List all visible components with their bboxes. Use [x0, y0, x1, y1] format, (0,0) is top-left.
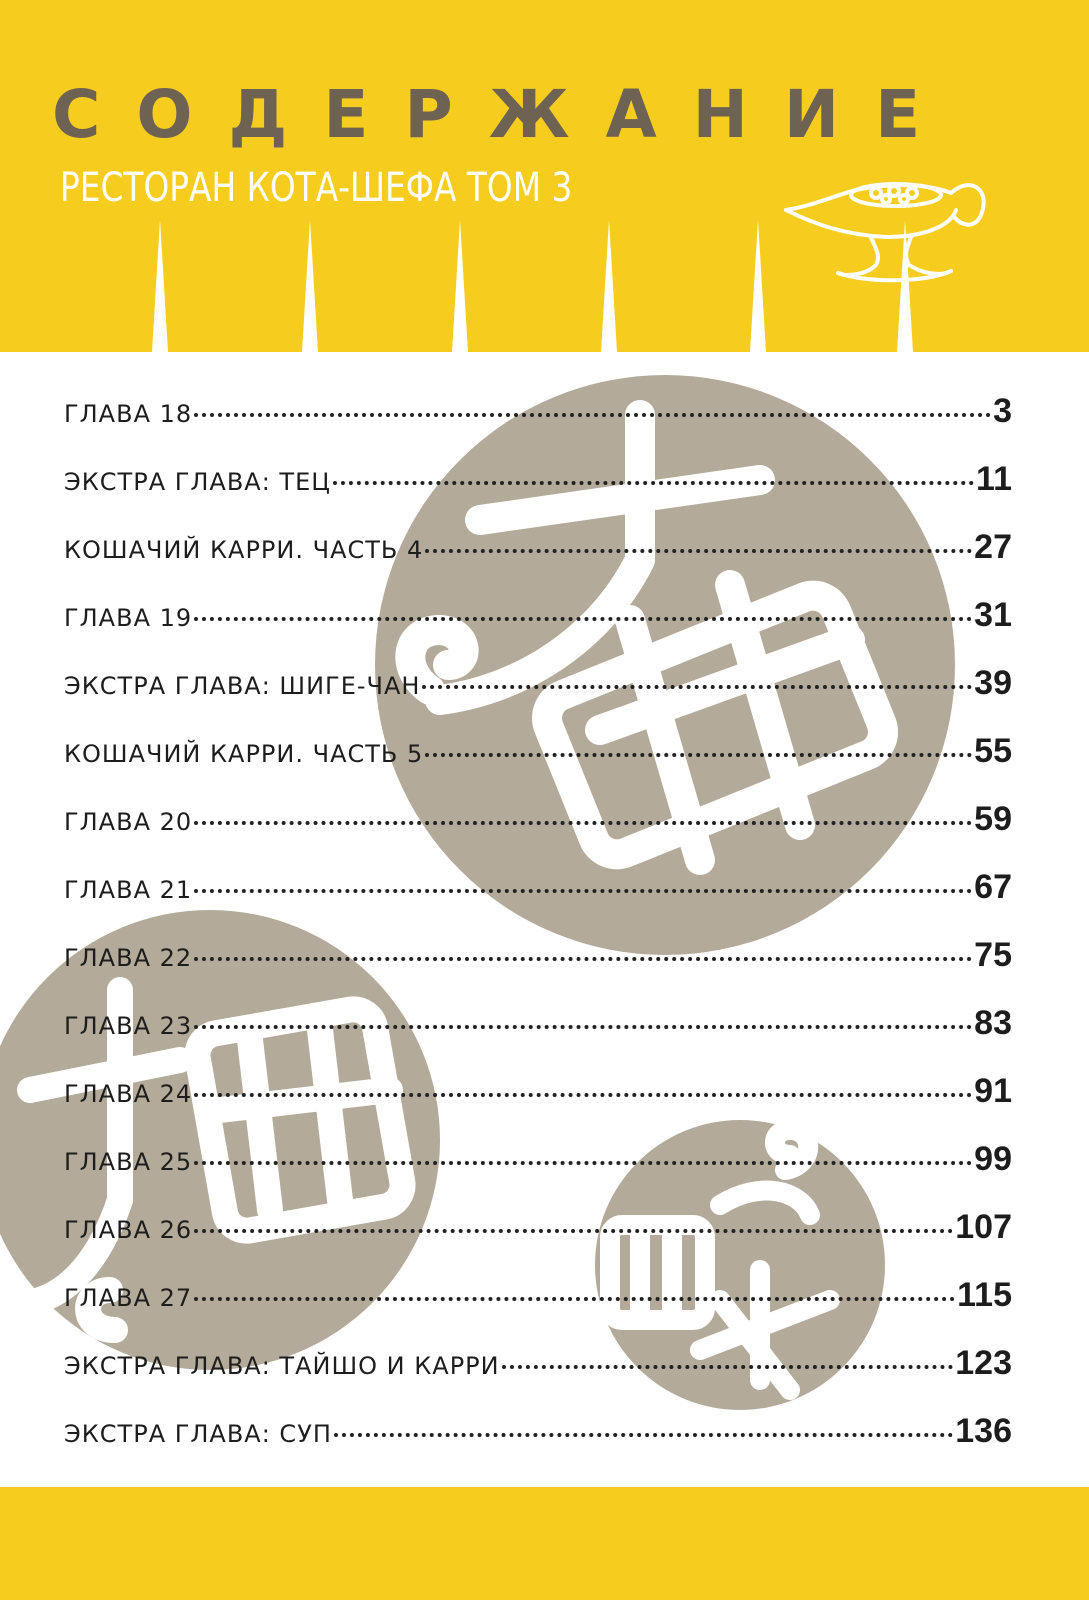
- toc-entry-title: ГЛАВА 24: [64, 1080, 193, 1108]
- toc-entry-title: ГЛАВА 26: [64, 1216, 193, 1244]
- dot-leader: [194, 821, 972, 825]
- toc-entry-title: ГЛАВА 21: [64, 876, 193, 904]
- dot-leader: [502, 1365, 954, 1369]
- dot-leader: [422, 685, 972, 689]
- dot-leader: [194, 957, 972, 961]
- toc-entry-title: ЭКСТРА ГЛАВА: ШИГЕ-ЧАН: [64, 672, 421, 700]
- dot-leader: [425, 753, 972, 757]
- dot-leader: [194, 1025, 972, 1029]
- toc-entry-page-number: 115: [957, 1276, 1012, 1314]
- toc-entry-title: ГЛАВА 20: [64, 808, 193, 836]
- dot-leader: [334, 1433, 953, 1437]
- dot-leader: [194, 1093, 972, 1097]
- toc-entry[interactable]: [64, 800, 1012, 868]
- toc-entry-title: ГЛАВА 22: [64, 944, 193, 972]
- toc-entry[interactable]: [64, 1072, 1012, 1140]
- toc-entry-page-number: 75: [974, 936, 1012, 974]
- toc-entry-page-number: 107: [955, 1208, 1012, 1246]
- toc-entry-title: ГЛАВА 25: [64, 1148, 193, 1176]
- toc-entry-page-number: 31: [974, 596, 1012, 634]
- toc-entry-title: ЭКСТРА ГЛАВА: СУП: [64, 1420, 332, 1448]
- toc-entry[interactable]: [64, 528, 1012, 596]
- toc-entry[interactable]: [64, 1208, 1012, 1276]
- toc-entry-title: ГЛАВА 19: [64, 604, 193, 632]
- toc-entry-page-number: 123: [955, 1344, 1012, 1382]
- toc-entry-title: КОШАЧИЙ КАРРИ. ЧАСТЬ 4: [64, 536, 424, 564]
- toc-entry-page-number: 27: [974, 528, 1012, 566]
- toc-entry-title: ГЛАВА 27: [64, 1284, 193, 1312]
- page-subtitle: РЕСТОРАН КОТА-ШЕФА ТОМ 3: [60, 165, 573, 211]
- toc-entry[interactable]: [64, 1344, 1012, 1412]
- toc-entry[interactable]: [64, 868, 1012, 936]
- toc-entry-page-number: 59: [974, 800, 1012, 838]
- toc-entry[interactable]: [64, 460, 1012, 528]
- toc-entry[interactable]: [64, 936, 1012, 1004]
- dot-leader: [194, 413, 991, 417]
- toc-entry[interactable]: [64, 596, 1012, 664]
- page-title: СОДЕРЖАНИЕ: [52, 76, 957, 153]
- toc-entry[interactable]: [64, 1004, 1012, 1072]
- table-of-contents: [64, 392, 1012, 1480]
- dot-leader: [194, 617, 972, 621]
- footer-band: [0, 1487, 1089, 1600]
- toc-entry-page-number: 67: [974, 868, 1012, 906]
- toc-entry[interactable]: [64, 732, 1012, 800]
- toc-entry-title: ГЛАВА 23: [64, 1012, 193, 1040]
- toc-entry-page-number: 11: [976, 460, 1012, 498]
- toc-entry-page-number: 99: [974, 1140, 1012, 1178]
- toc-entry[interactable]: [64, 664, 1012, 732]
- toc-entry-title: ГЛАВА 18: [64, 400, 193, 428]
- toc-entry-title: ЭКСТРА ГЛАВА: ТАЙШО И КАРРИ: [64, 1352, 500, 1380]
- toc-entry-page-number: 136: [955, 1412, 1012, 1450]
- toc-entry-page-number: 83: [974, 1004, 1012, 1042]
- dot-leader: [425, 549, 972, 553]
- dot-leader: [194, 1161, 972, 1165]
- toc-entry[interactable]: [64, 392, 1012, 460]
- toc-entry[interactable]: [64, 1140, 1012, 1208]
- toc-entry-title: ЭКСТРА ГЛАВА: ТЕЦ: [64, 468, 331, 496]
- toc-entry-page-number: 91: [974, 1072, 1012, 1110]
- dot-leader: [333, 481, 974, 485]
- toc-entry[interactable]: [64, 1276, 1012, 1344]
- dot-leader: [194, 1229, 953, 1233]
- dot-leader: [194, 889, 972, 893]
- toc-entry-title: КОШАЧИЙ КАРРИ. ЧАСТЬ 5: [64, 740, 424, 768]
- toc-entry-page-number: 55: [974, 732, 1012, 770]
- toc-entry-page-number: 3: [993, 392, 1012, 430]
- dot-leader: [194, 1297, 955, 1301]
- toc-entry-page-number: 39: [974, 664, 1012, 702]
- toc-entry[interactable]: [64, 1412, 1012, 1480]
